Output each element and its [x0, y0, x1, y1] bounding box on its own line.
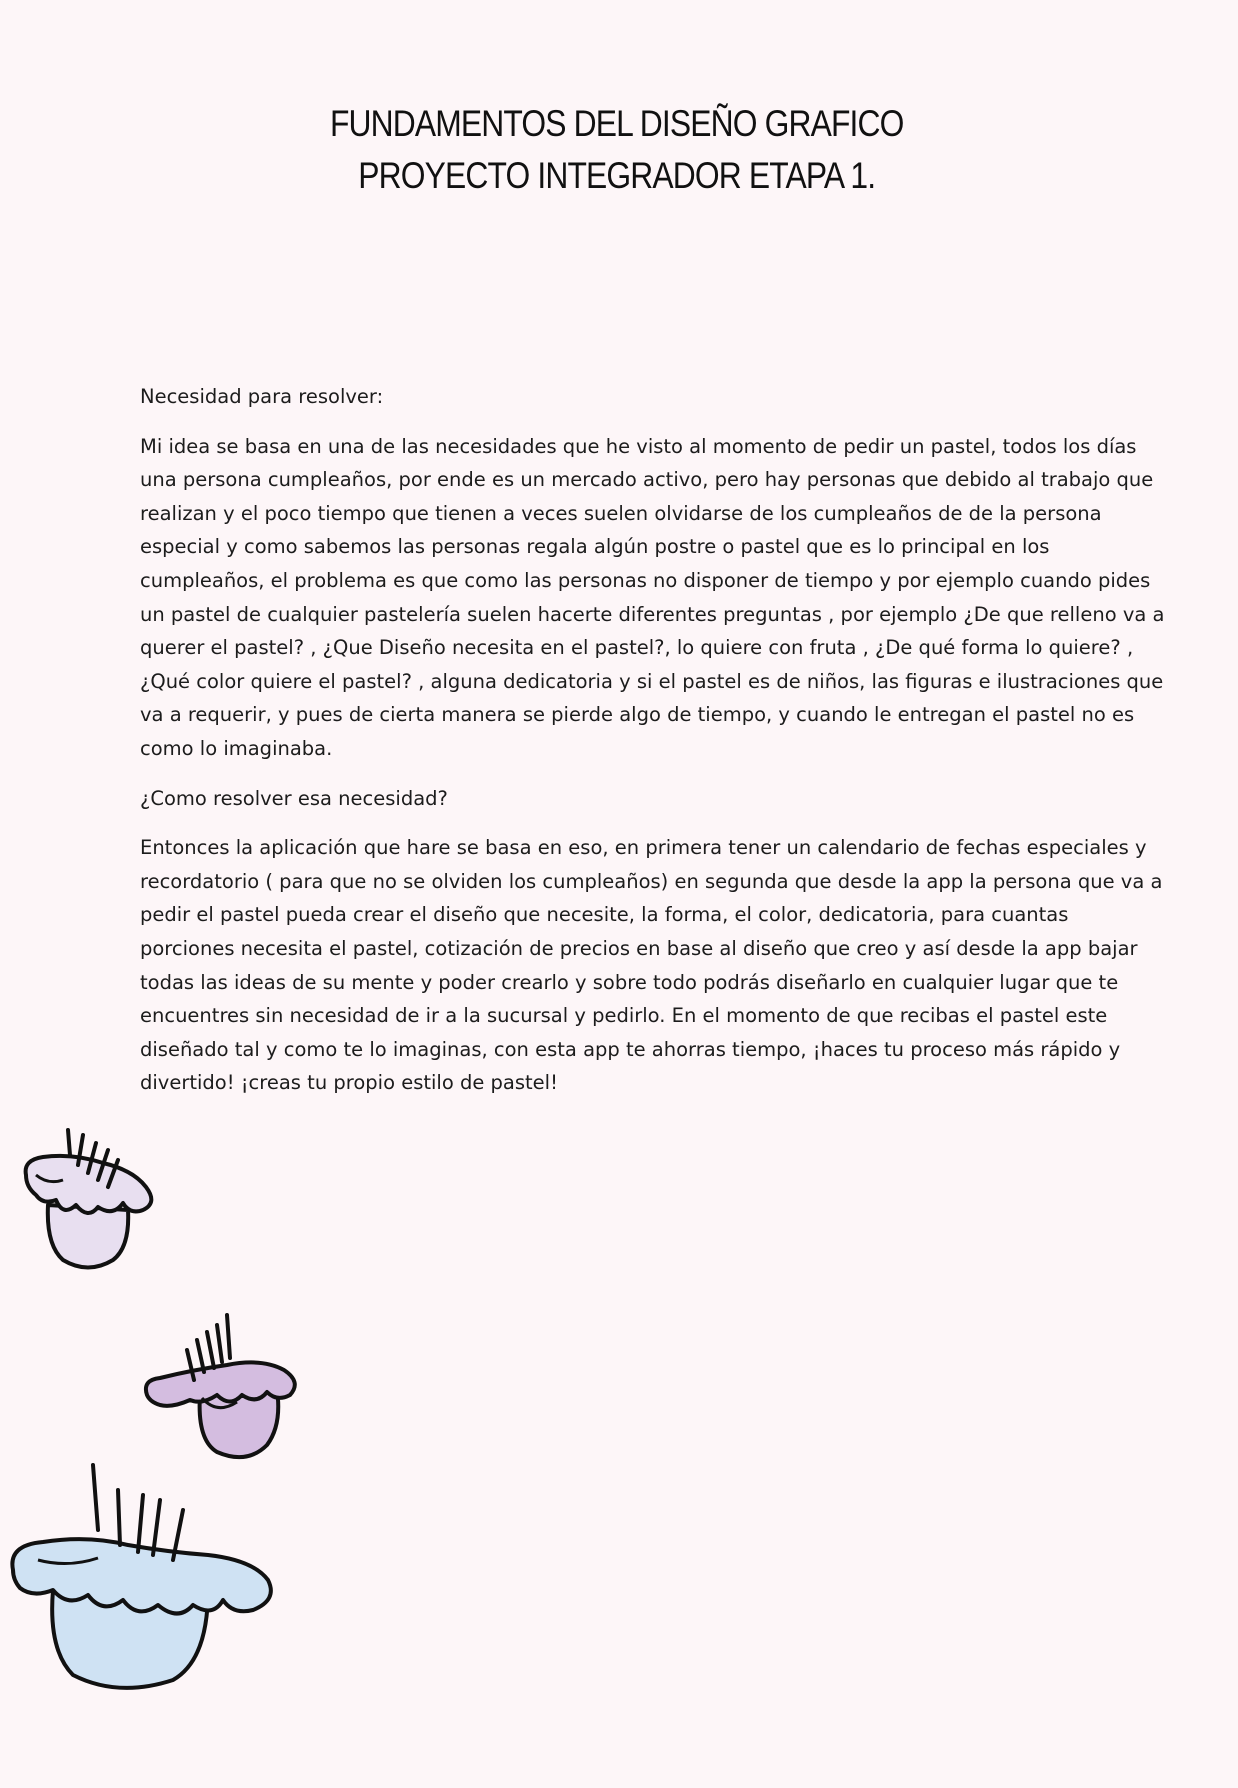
- title-line-2: PROYECTO INTEGRADOR ETAPA 1.: [358, 155, 876, 196]
- title-line-1: FUNDAMENTOS DEL DISEÑO GRAFICO: [329, 103, 904, 144]
- section-heading-need: Necesidad para resolver:: [140, 385, 384, 408]
- cake-icon: [8, 1460, 278, 1690]
- paragraph-need: Mi idea se basa en una de las necesidades que he visto al momento de pedir un pastel, todos los días una persona cumpleaños, por ende es un mercado activo, pero hay personas que debido al trabajo que realizan y el poco tiempo que tienen a veces suelen olvidarse de los cumpleaños de de la persona especial y como sabemos las personas regala algún postre o pastel que es lo principal en los cumpleaños, el problema es que como las personas no disponer de tiempo y por ejemplo cuando pides un pastel de cualquier pastelería suelen hacerte diferentes preguntas , por ejemplo ¿De que relleno va a querer el pastel? , ¿Que Diseño necesita en el pastel?, lo quiere con fruta , ¿De qué forma lo quiere? , ¿Qué color quiere el pastel? , alguna dedicatoria y si el pastel es de niños, las figuras e ilustraciones que va a requerir, y pues de cierta manera se pierde algo de tiempo, y cuando le entregan el pastel no es como lo imaginaba.: [140, 434, 1165, 760]
- paragraph-solution: Entonces la aplicación que hare se basa en eso, en primera tener un calendario de fechas especiales y recordatorio ( para que no se olviden los cumpleaños) en segunda que desde la app la persona que va a pedir el pastel pueda crear el diseño que necesite, la forma, el color, dedicatoria, para cuantas porciones necesita el pastel, cotización de precios en base al diseño que creo y así desde la app bajar todas las ideas de su mente y poder crearlo y sobre todo podrás diseñarlo en cualquier lugar que te encuentres sin necesidad de ir a la sucursal y pedirlo. En el momento de que recibas el pastel este diseñado tal y como te lo imaginas, con esta app te ahorras tiempo, ¡haces tu proceso más rápido y divertido! ¡creas tu propio estilo de pastel!: [140, 836, 1163, 1095]
- document-body: [140, 380, 1165, 1116]
- cake-icon: [18, 1125, 168, 1275]
- cake-icon: [142, 1310, 302, 1470]
- section-heading-solution: ¿Como resolver esa necesidad?: [140, 786, 448, 810]
- page-title: [84, 98, 1149, 202]
